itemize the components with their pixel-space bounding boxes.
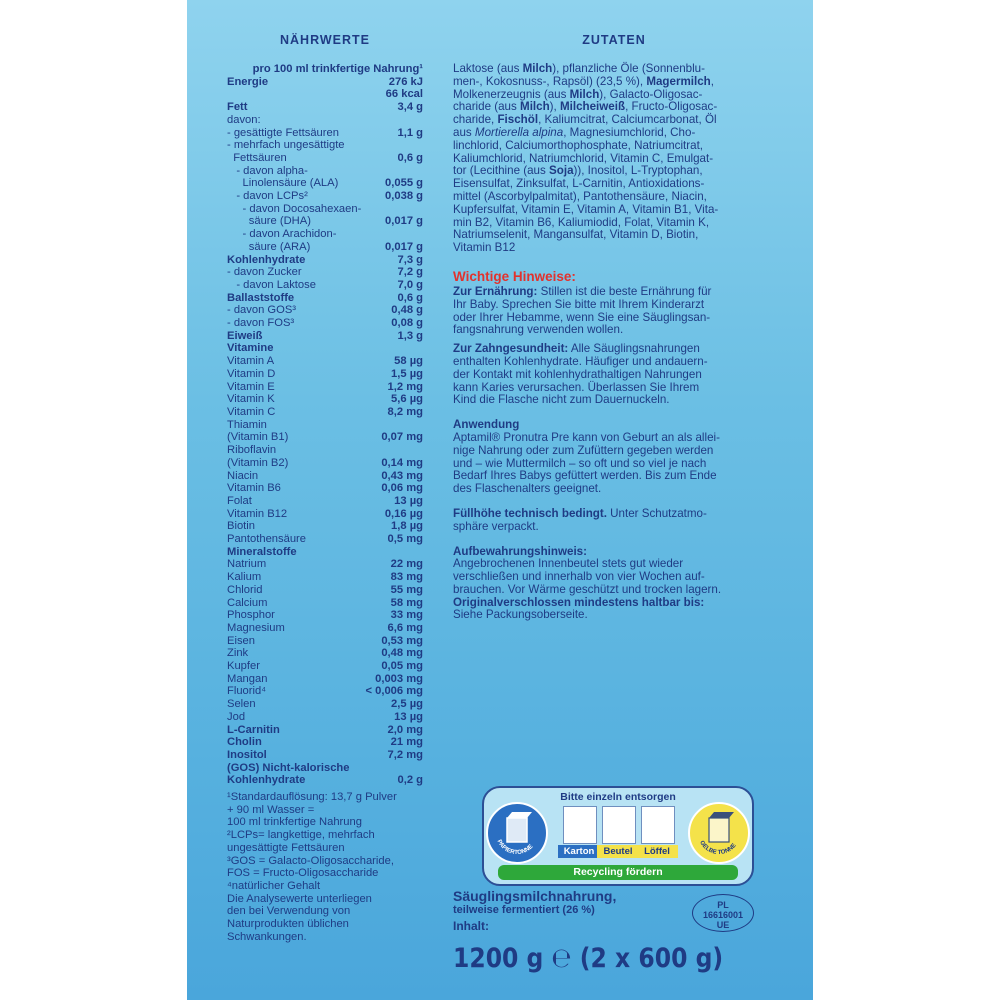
nutrient-value: 0,14 mg	[381, 456, 423, 469]
nutrition-row	[227, 165, 423, 178]
ingredients-column	[453, 33, 775, 622]
nutrient-name: säure (DHA)	[227, 215, 311, 228]
important-notes-title: Wichtige Hinweise:	[453, 268, 576, 284]
nutrient-name: L-Carnitin	[227, 723, 280, 736]
ingredients-line: tor (Lecithine (aus Soja)), Inositol, L-Tryptophan,	[453, 164, 703, 178]
nutrition-row	[227, 774, 423, 787]
nutrient-name: Vitamin B12	[227, 507, 288, 520]
nutrient-value: 0,07 mg	[381, 431, 423, 444]
nutrition-row	[227, 215, 423, 228]
nutrient-name: - davon Laktose	[227, 278, 316, 291]
nutrition-row	[227, 749, 423, 762]
nutrient-value: 5,6 µg	[391, 393, 423, 406]
nutrient-value: 0,055 g	[385, 177, 423, 190]
nutrient-value: 1,3 g	[397, 329, 423, 342]
nutrient-value: 0,43 mg	[381, 469, 423, 482]
nutrient-name: Chlorid	[227, 583, 263, 596]
nutrition-row	[227, 571, 423, 584]
nutrient-name: Vitamine	[227, 342, 274, 355]
nutrient-value: 0,6 g	[397, 151, 423, 164]
nutrition-table	[227, 76, 423, 787]
nutrient-name: - mehrfach ungesättigte	[227, 139, 345, 152]
recycling-items	[562, 804, 674, 858]
nutrition-row	[227, 533, 423, 546]
nutrient-value: 1,5 µg	[391, 367, 423, 380]
ingredients-line: min B2, Vitamin B6, Kaliumiodid, Folat, Vitamin K,	[453, 215, 710, 229]
nutrition-row	[227, 495, 423, 508]
nutrient-name: Linolensäure (ALA)	[227, 177, 339, 190]
nutrition-row	[227, 546, 423, 559]
yellow-bin-icon	[688, 802, 750, 864]
ingredients-text	[453, 63, 775, 255]
nutrition-row	[227, 190, 423, 203]
nutrition-row	[227, 393, 423, 406]
footnote-line: ¹Standardauflösung: 13,7 g Pulver	[227, 791, 397, 804]
nutrition-row	[227, 762, 423, 775]
nutrient-value: 7,0 g	[397, 278, 423, 291]
nutrition-row	[227, 622, 423, 635]
nutrient-name: - davon FOS³	[227, 317, 295, 330]
nutrient-name: Calcium	[227, 596, 268, 609]
ingredients-line: charide (aus Milch), Milcheiweiß, Fructo-Oligosac-	[453, 100, 718, 114]
nutrient-value: 0,16 µg	[384, 507, 423, 520]
nutrient-name: Energie	[227, 75, 269, 88]
nutrient-value: 0,05 mg	[381, 660, 423, 673]
nutrient-name: Vitamin E	[227, 380, 275, 393]
nutrition-row	[227, 330, 423, 343]
nutrition-row	[227, 508, 423, 521]
nutrient-name: davon:	[227, 113, 261, 126]
nutrient-value: < 0,006 mg	[365, 685, 423, 698]
nutrition-row	[227, 139, 423, 152]
nutrient-value: 58 mg	[390, 596, 423, 609]
contents-label: Inhalt:	[453, 919, 489, 933]
nutrient-name: Mangan	[227, 672, 268, 685]
nutrition-row	[227, 406, 423, 419]
nutrient-name: Fluorid⁴	[227, 685, 267, 698]
nutrition-row	[227, 304, 423, 317]
nutrition-row	[227, 736, 423, 749]
paper-bin-icon	[486, 802, 548, 864]
nutrient-name: - davon Zucker	[227, 266, 302, 279]
carton-item: Karton	[562, 804, 596, 858]
nutrient-value: 33 mg	[390, 609, 423, 622]
nutrient-value: 0,2 g	[397, 774, 423, 787]
nutrient-name: Zink	[227, 647, 249, 660]
nutrition-row	[227, 368, 423, 381]
nutrient-name: Inositol	[227, 748, 267, 761]
nutrient-value: 0,48 g	[391, 304, 423, 317]
nutrient-name: - davon GOS³	[227, 304, 297, 317]
nutrient-name: Vitamin K	[227, 393, 275, 406]
nutrition-row	[227, 457, 423, 470]
ingredients-line: Molkenerzeugnis (aus Milch), Galacto-Oligosac-	[453, 87, 703, 101]
nutrient-value: 0,53 mg	[381, 634, 423, 647]
nutrition-row	[227, 558, 423, 571]
ingredients-line: Kupfersulfat, Vitamin E, Vitamin A, Vitamin B1, Vita-	[453, 202, 719, 216]
nutrition-row	[227, 698, 423, 711]
nutrition-note-label: Zur Ernährung:	[453, 284, 538, 298]
nutrition-row	[227, 520, 423, 533]
nutrient-value: 0,017 g	[385, 240, 423, 253]
nutrition-row	[227, 724, 423, 737]
nutrient-name: - davon alpha-	[227, 164, 308, 177]
footnote-line: ²LCPs= langkettige, mehrfach	[227, 829, 375, 842]
nutrition-note: Zur Ernährung: Stillen ist die beste Ernährung für Ihr Baby. Sprechen Sie bitte mit Ihrem Kinderarzt oder Ihrer Hebamme, wenn Sie eine Säuglingsan- fangsnahrung verwenden wollen.	[453, 284, 712, 337]
nutrition-row	[227, 76, 423, 89]
ingredients-heading: ZUTATEN	[582, 33, 646, 47]
nutrition-row	[227, 444, 423, 457]
nutrient-name: Vitamin C	[227, 405, 276, 418]
nutrition-row	[227, 673, 423, 686]
ingredients-line: Eisensulfat, Zinksulfat, L-Carnitin, Antioxidations-	[453, 177, 705, 191]
nutrition-row	[227, 482, 423, 495]
nutrient-value: 13 µg	[394, 494, 423, 507]
recycling-footer: Recycling fördern	[498, 865, 738, 880]
footnote-line: 100 ml trinkfertige Nahrung	[227, 816, 362, 829]
per-100ml-label: pro 100 ml trinkfertige Nahrung¹	[252, 63, 423, 75]
nutrient-value: 58 µg	[394, 355, 423, 368]
footnote-line: Die Analysewerte unterliegen	[227, 892, 372, 905]
nutrition-row	[227, 635, 423, 648]
nutrition-footnotes	[227, 791, 423, 943]
nutrient-name: (Vitamin B2)	[227, 456, 289, 469]
svg-text:GELBE TONNE: GELBE TONNE	[698, 839, 738, 857]
nutrition-row	[227, 241, 423, 254]
nutrient-name: Biotin	[227, 520, 255, 533]
ingredients-line: Vitamin B12	[453, 241, 516, 255]
footnote-line: FOS = Fructo-Oligosaccharide	[227, 867, 379, 880]
nutrient-value: 0,017 g	[385, 215, 423, 228]
nutrition-row	[227, 177, 423, 190]
nutrition-row	[227, 254, 423, 267]
ingredients-line: charide, Fischöl, Kaliumcitrat, Calciumcarbonat, Öl	[453, 113, 717, 127]
nutrient-name: (Vitamin B1)	[227, 431, 289, 444]
nutrient-value: 7,3 g	[397, 253, 423, 266]
ingredients-line: Natriumselenit, Mangansulfat, Vitamin D, Biotin,	[453, 228, 699, 242]
nutrient-value: 2,5 µg	[391, 698, 423, 711]
nutrient-value: 1,8 µg	[391, 520, 423, 533]
nutrient-name: - davon Docosahexaen-	[227, 202, 362, 215]
nutrient-value: 6,6 mg	[387, 621, 423, 634]
nutrient-value: 276 kJ	[388, 75, 423, 88]
footnote-line: den bei Verwendung von	[227, 905, 351, 918]
svg-text:PAPIERTONNE: PAPIERTONNE	[495, 838, 535, 857]
nutrient-value: 0,6 g	[397, 291, 423, 304]
product-name: Säuglingsmilchnahrung,	[453, 888, 617, 904]
ingredients-line: Laktose (aus Milch), pflanzliche Öle (Sonnenblu-	[453, 62, 705, 75]
nutrient-name: Eiweiß	[227, 329, 263, 342]
bag-item: Beutel	[601, 804, 635, 858]
storage-title: Aufbewahrungshinweis:	[453, 544, 587, 558]
ingredients-line: linchlorid, Calciumorthophosphate, Natriumcitrat,	[453, 138, 704, 152]
nutrient-value: 0,003 mg	[375, 672, 423, 685]
nutrient-value: 0,038 g	[385, 190, 423, 203]
ingredients-line: aus Mortierella alpina, Magnesiumchlorid, Cho-	[453, 125, 696, 139]
nutrient-value: 2,0 mg	[387, 723, 423, 736]
nutrition-row	[227, 381, 423, 394]
nutrition-row	[227, 279, 423, 292]
nutrition-row	[227, 647, 423, 660]
nutrition-row	[227, 597, 423, 610]
nutrition-column	[227, 33, 423, 944]
nutrient-name: Magnesium	[227, 621, 285, 634]
nutrition-row	[227, 419, 423, 432]
approval-oval: PL 16616001 UE	[692, 894, 754, 932]
nutrient-name: Kupfer	[227, 660, 260, 673]
ingredients-line: mittel (Ascorbylpalmitat), Pantothensäure, Niacin,	[453, 189, 707, 203]
nutrient-value: 55 mg	[390, 583, 423, 596]
storage-section: Aufbewahrungshinweis: Angebrochenen Innenbeutel stets gut wieder verschließen und innerhalb von vier Wochen auf- brauchen. Vor Wärme geschützt und trocken lagern. Originalverschlossen mindestens haltbar bis: Siehe Packungsoberseite.	[453, 546, 775, 623]
nutrient-name: Selen	[227, 698, 256, 711]
carton-icon	[563, 806, 597, 844]
nutrient-name: Folat	[227, 494, 252, 507]
nutrient-value: 21 mg	[390, 736, 423, 749]
nutrition-row	[227, 660, 423, 673]
nutrient-name: Vitamin A	[227, 355, 275, 368]
nutrient-value: 22 mg	[390, 558, 423, 571]
nutrient-value: 0,06 mg	[381, 482, 423, 495]
footnote-line: ungesättigte Fettsäuren	[227, 841, 345, 854]
nutrition-row	[227, 584, 423, 597]
nutrition-row	[227, 431, 423, 444]
nutrient-value: 83 mg	[390, 571, 423, 584]
usage-section: Anwendung Aptamil® Pronutra Pre kann von Geburt an als allei- nige Nahrung oder zum Zufüttern gegeben werden und – wie Muttermilch – so oft und so viel je nach Bedarf Ihres Babys gefüttert werden. Bis zum Ende des Flaschenalters geeignet.	[453, 419, 775, 496]
nutrient-value: 7,2 mg	[387, 748, 423, 761]
net-weight: 1200 g ℮ (2 x 600 g)	[453, 943, 724, 974]
nutrient-name: - davon Arachidon-	[227, 228, 337, 241]
nutrition-row	[227, 355, 423, 368]
nutrient-name: Fettsäuren	[227, 151, 287, 164]
recycling-title: Bitte einzeln entsorgen	[560, 791, 676, 803]
nutrient-value: 0,48 mg	[381, 647, 423, 660]
nutrient-name: (GOS) Nicht-kalorische	[227, 761, 350, 774]
dental-note-label: Zur Zahngesundheit:	[453, 342, 569, 356]
spoon-icon	[641, 806, 675, 844]
footnote-line: Naturprodukten üblichen	[227, 918, 349, 931]
dental-note: Zur Zahngesundheit: Alle Säuglingsnahrungen enthalten Kohlenhydrate. Häufiger und andauern- der Kontakt mit kohlenhydrathaltigen Nahrungen kann Karies verursachen. Überlassen Sie Ihrem Kind die Flasche nicht zum Dauernuckeln.	[453, 342, 708, 407]
nutrient-name: Riboflavin	[227, 444, 277, 457]
nutrition-row	[227, 88, 423, 101]
nutrient-name: Niacin	[227, 469, 259, 482]
nutrient-name: Thiamin	[227, 418, 267, 431]
nutrition-row	[227, 292, 423, 305]
nutrition-row	[227, 228, 423, 241]
nutrient-value: 7,2 g	[397, 266, 423, 279]
bag-icon	[602, 806, 636, 844]
nutrition-row	[227, 114, 423, 127]
nutrient-name: Eisen	[227, 634, 255, 647]
nutrient-value: 8,2 mg	[387, 405, 423, 418]
usage-title: Anwendung	[453, 418, 520, 432]
fill-note: Füllhöhe technisch bedingt. Unter Schutzatmo- sphäre verpackt.	[453, 506, 707, 533]
nutrient-value: 0,08 g	[391, 317, 423, 330]
nutrition-row	[227, 266, 423, 279]
nutrient-value: 0,5 mg	[387, 533, 423, 546]
spoon-item: Löffel	[640, 804, 674, 858]
nutrient-name: Ballaststoffe	[227, 291, 295, 304]
nutrition-row	[227, 609, 423, 622]
nutrient-name: Vitamin B6	[227, 482, 281, 495]
nutrient-name: Vitamin D	[227, 367, 276, 380]
ingredients-line: Kaliumchlorid, Natriumchlorid, Vitamin C, Emulgat-	[453, 151, 714, 165]
nutrient-name: Kalium	[227, 571, 262, 584]
nutrient-value: 3,4 g	[397, 101, 423, 114]
nutrition-row	[227, 203, 423, 216]
nutrient-name: Cholin	[227, 736, 262, 749]
nutrition-heading: NÄHRWERTE	[279, 33, 371, 47]
nutrient-name: Mineralstoffe	[227, 545, 297, 558]
nutrition-row	[227, 685, 423, 698]
nutrient-name: - gesättigte Fettsäuren	[227, 126, 339, 139]
nutrient-value: 1,1 g	[397, 126, 423, 139]
nutrition-row	[227, 711, 423, 724]
nutrition-row	[227, 317, 423, 330]
nutrient-name: Kohlenhydrate	[227, 774, 306, 787]
nutrition-row	[227, 152, 423, 165]
shelf-life-title: Originalverschlossen mindestens haltbar bis:	[453, 595, 705, 609]
nutrient-name: Jod	[227, 710, 246, 723]
footnote-line: ³GOS = Galacto-Oligosaccharide,	[227, 854, 394, 867]
nutrition-row	[227, 470, 423, 483]
nutrition-row	[227, 342, 423, 355]
nutrient-value: 1,2 mg	[387, 380, 423, 393]
product-subtitle: teilweise fermentiert (26 %)	[453, 904, 595, 916]
nutrient-value: 66 kcal	[385, 88, 423, 101]
nutrient-name: Pantothensäure	[227, 533, 306, 546]
nutrient-name: säure (ARA)	[227, 240, 311, 253]
nutrition-row	[227, 127, 423, 140]
nutrition-row	[227, 101, 423, 114]
nutrient-name: Kohlenhydrate	[227, 253, 306, 266]
nutrient-name: Phosphor	[227, 609, 275, 622]
nutrient-name: - davon LCPs²	[227, 190, 308, 203]
footnote-line: ⁴natürlicher Gehalt	[227, 880, 321, 892]
recycling-label	[482, 786, 754, 886]
nutrient-name: Natrium	[227, 558, 267, 571]
footnote-line: + 90 ml Wasser =	[227, 803, 315, 816]
shelf-life-text: Siehe Packungsoberseite.	[453, 608, 588, 622]
nutrient-value: 13 µg	[394, 710, 423, 723]
nutrient-name: Fett	[227, 101, 248, 114]
footnote-line: Schwankungen.	[227, 930, 307, 943]
ingredients-line: men-, Kokosnuss-, Rapsöl) (23,5 %), Magermilch,	[453, 74, 714, 88]
